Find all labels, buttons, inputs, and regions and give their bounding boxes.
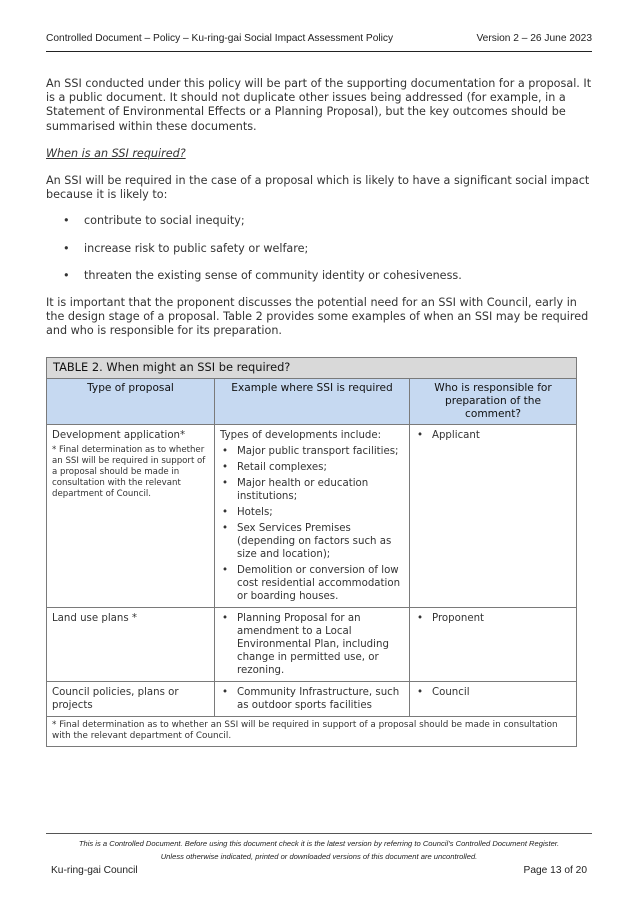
table-2-ssi-required (46, 357, 577, 747)
responsible-list (415, 429, 571, 442)
footer-controlled-note (46, 838, 592, 863)
table-row (47, 607, 577, 681)
list-item: • Applicant (415, 429, 571, 442)
column-header-responsible: Who is responsible for preparation of the comment? (410, 378, 577, 424)
responsible-list (415, 612, 571, 625)
cell-responsible (410, 424, 577, 607)
table-row (47, 424, 577, 607)
list-item: • contribute to social inequity; (46, 214, 592, 228)
cell-type (47, 424, 215, 607)
column-header-example: Example where SSI is required (215, 378, 410, 424)
paragraph-ssi-supporting-doc: An SSI conducted under this policy will be part of the supporting documentation for a proposal. It is a public document. It should not duplicate other issues being addressed (for example, in a Statement of Environmental Effects or a Planning Proposal), but the key outcomes should be summarised within these documents. (46, 77, 592, 133)
proposal-type: Council policies, plans or projects (52, 686, 179, 711)
list-item: • Major public transport facilities; (220, 445, 404, 458)
proposal-type: Development application* (52, 429, 186, 441)
list-item: • Hotels; (220, 506, 404, 519)
cell-responsible (410, 681, 577, 716)
list-item: • Proponent (415, 612, 571, 625)
cell-responsible (410, 607, 577, 681)
table-footnote: * Final determination as to whether an SSI will be required in support of a proposal should be made in consultation with the relevant department of Council. (47, 716, 577, 746)
proposal-type: Land use plans * (52, 612, 137, 624)
cell-examples (215, 424, 410, 607)
list-item: • Demolition or conversion of low cost residential accommodation or boarding houses. (220, 564, 404, 603)
page-footer (51, 865, 587, 876)
footer-organisation: Ku-ring-gai Council (51, 865, 138, 876)
footer-note-line-2: Unless otherwise indicated, printed or downloaded versions of this document are uncontrolled. (160, 851, 478, 861)
subheading-when-required: When is an SSI required? (46, 146, 186, 160)
cell-examples (215, 607, 410, 681)
footer-divider (46, 833, 592, 834)
main-content (46, 77, 592, 747)
list-item: • Retail complexes; (220, 461, 404, 474)
cell-examples (215, 681, 410, 716)
responsible-list (415, 686, 571, 699)
impact-bullet-list (46, 214, 592, 283)
table-title: TABLE 2. When might an SSI be required? (47, 357, 577, 378)
cell-type (47, 681, 215, 716)
paragraph-ssi-required: An SSI will be required in the case of a proposal which is likely to have a significant social impact because it is likely to: (46, 174, 590, 202)
list-item: • Major health or education institutions; (220, 477, 404, 503)
page-header (46, 33, 592, 44)
cell-type (47, 607, 215, 681)
examples-intro: Types of developments include: (220, 429, 382, 441)
table-row (47, 681, 577, 716)
list-item: • Sex Services Premises (depending on factors such as size and location); (220, 522, 404, 561)
examples-list (220, 612, 404, 677)
list-item: • Council (415, 686, 571, 699)
list-item: • Community Infrastructure, such as outdoor sports facilities (220, 686, 404, 712)
header-document-title: Controlled Document – Policy – Ku-ring-gai Social Impact Assessment Policy (46, 33, 394, 44)
list-item: • Planning Proposal for an amendment to a Local Environmental Plan, including change in permitted use, or rezoning. (220, 612, 404, 677)
examples-list (220, 686, 404, 712)
footer-note-line-1: This is a Controlled Document. Before using this document check it is the latest version by referring to Council’s Controlled Document Register. (78, 839, 560, 848)
header-divider (46, 51, 592, 52)
header-version: Version 2 – 26 June 2023 (476, 33, 592, 44)
column-header-type: Type of proposal (47, 378, 215, 424)
list-item: • threaten the existing sense of community identity or cohesiveness. (46, 269, 592, 283)
examples-list (220, 445, 404, 603)
proposal-type-note: * Final determination as to whether an SSI will be required in support of a proposal should be made in consultation with the relevant department of Council. (52, 444, 206, 499)
paragraph-discuss-with-council: It is important that the proponent discusses the potential need for an SSI with Council, early in the design stage of a proposal. Table 2 provides some examples of when an SSI may be required and who is responsible for its preparation. (46, 296, 589, 338)
table-footnote-row (47, 716, 577, 746)
list-item: • increase risk to public safety or welfare; (46, 242, 592, 256)
page-number: Page 13 of 20 (523, 865, 587, 876)
